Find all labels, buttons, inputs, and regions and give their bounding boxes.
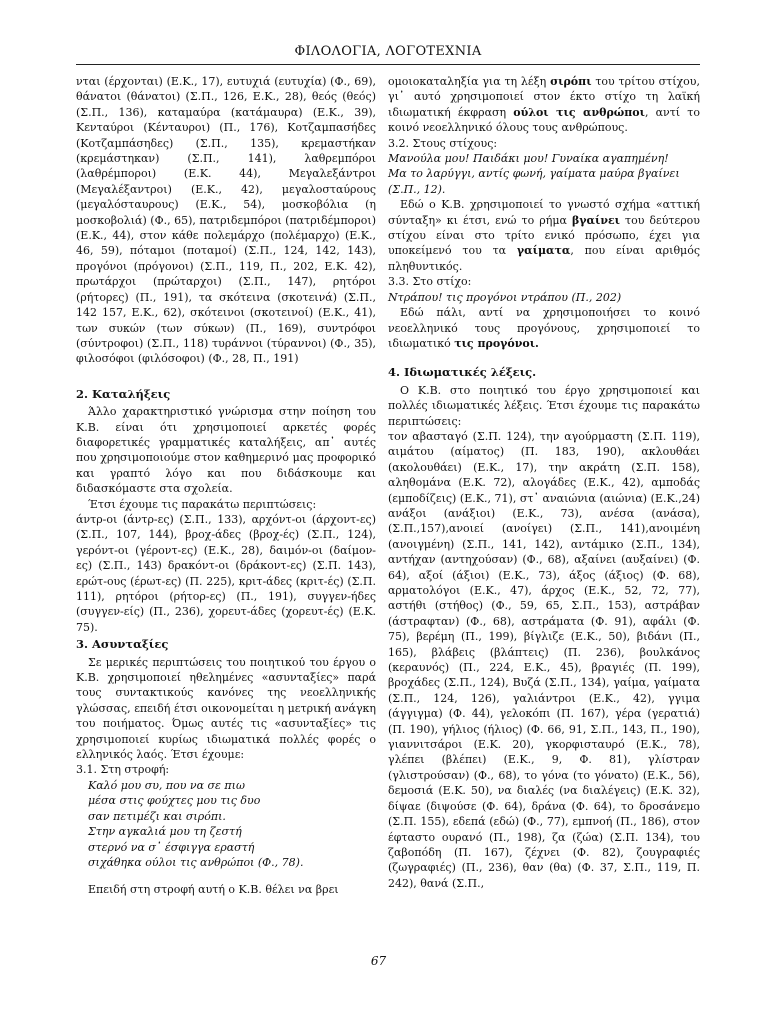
paragraph: Έτσι έχουμε τις παρακάτω περιπτώσεις: <box>88 497 317 511</box>
poem-line: μέσα στις φούχτες μου τις δυο <box>88 794 261 808</box>
paragraph: Σε μερικές περιπτώσεις του ποιητικού του έργου ο Κ.Β. χρησιμοποιεί ηθελημένες «ασυνταξίες» παρά τους συντακτικούς κανόνες της νεοελληνικής γλώσσας, επειδή έτσι οικονομείται η μετρική ανάγκη του ποιήματος. Όμως αυτές τις «ασυνταξίες» τις χρησιμοποιεί κυρίως ιδιωματικά πολλές φορές ο ελληνικός λαός. Έτσι έχουμε: <box>76 655 376 762</box>
paragraph: τον αβασταγό (Σ.Π. 124), την αγούρμαστη (Σ.Π. 119), αιμάτου (αίματος) (Π. 183, 190), ακλουθάει (ακολουθάει) (Ε.Κ., 17), την ακράτη (Σ.Π. 158), αληθομάνα (Ε.Κ. 72), αλογάδες (Ε.Κ., 42), αμποδάς (εμποδίζεις) (Ε.Κ., 71), στ᾽ αναιώνια (αιώνια) (Ε.Κ.,24) ανάξοι (ανάξιοι) (Ε.Κ., 73), ανέσα (ανάσα),(Σ.Π.,157),ανοιεί (ανοίγει) (Σ.Π., 141),ανοιμένη (ανοιγμένη) (Σ.Π., 141, 142), αντάμικο (Σ.Π., 134), αντήχαν (αντηχούσαν) (Φ., 68), αξαίνει (αυξαίνει) (Φ. 64), αξοί (άξιοι) (Ε.Κ., 73), άξος (άξιος) (Φ. 68), αρματολόγοι (Ε.Κ., 47), άρχος (Ε.Κ., 52, 72, 77), αστήθι (στήθος) (Φ., 59, 65, Σ.Π., 153), αστράβαν (άστραφταν) (Φ., 68), αστράματα (Φ. 91), αφάλι (Φ. 75), βερέμη (Π., 199), βίγλιζε (Ε.Κ., 50), βιδάνι (Π., 165), βλάβεις (βλάπτεις) (Π. 236), βουλκάνος (κεραυνός) (Π., 224, Ε.Κ., 45), βραγιές (Π. 199), βροχάδες (Σ.Π., 124), Βυζά (Σ.Π., 134), γαίμα, γαίματα (Σ.Π., 124, 126), γαλιάντροι (Ε.Κ., 42), γγιμα (άγγιγμα) (Φ. 44), γελοκόπι (Π. 167), γέρα (γερατιά) (Π. 190), γήλιος (ήλιος) (Φ. 66, 91, Σ.Π., 143, Π., 190), γιαννιτσάροι (Ε.Κ. 20), γκορφισταυρό (Ε.Κ., 78), γλέπει (βλέπει) (Ε.Κ., 9, Φ. 81), γλίστραν (γλιστρούσαν) (Φ., 68), το γόνα (το γόνατο) (Ε.Κ., 56), δεμοσιά (Ε.Κ. 50), να διαλές (να διαλέγεις) (Ε.Κ. 32), δίψαε (διψούσε (Φ. 64), δράνα (Φ. 64), το δροσάνεμο (Σ.Π. 155), εδεπά (εδώ) (Φ., 77), εμπνοή (Π., 186), στον έφταστο ουρανό (Π., 198), ζα (ζώα) (Σ.Π. 134), του ζαβοπόδη (Π. 167), ζέχνει (Φ. 82), ζουγραφιές (ζωγραφιές) (Π., 236), θαν (θα) (Φ. 37, Σ.Π., 119, Π. 242), θανά (Σ.Π., <box>388 429 700 890</box>
paragraph: Ο Κ.Β. στο ποιητικό του έργο χρησιμοποιεί και πολλές ιδιωματικές λέξεις. Έτσι έχουμε τις παρακάτω περιπτώσεις: <box>388 383 700 428</box>
section-heading: 2. Καταλήξεις <box>76 386 171 401</box>
subsection-label: 3.2. Στους στίχους: <box>388 136 498 150</box>
page-number: 67 <box>370 954 387 968</box>
poem-stanza <box>76 778 376 870</box>
subsection-label: 3.1. Στη στροφή: <box>76 763 170 777</box>
paragraph: Εδώ ο Κ.Β. χρησιμοποιεί το γνωστό σχήμα «αττική σύνταξη» κι έτσι, ενώ το ρήμα βγαίνει του δεύτερου στίχου είναι στο τρίτο ενικό πρόσωπο, έχει για υποκείμενό του τα γαίματα, που είναι αριθμός πληθυντικός. <box>388 198 700 273</box>
paragraph: Επειδή στη στροφή αυτή ο Κ.Β. θέλει να βρει <box>88 883 339 897</box>
poem-line: σιχάθηκα ούλοι τις ανθρώποι (Φ., 78). <box>88 855 304 869</box>
section-heading: 4. Ιδιωματικές λέξεις. <box>388 365 537 380</box>
verse-line: Μανούλα μου! Παιδάκι μου! Γυναίκα αγαπημένη! <box>388 152 669 166</box>
header-rule <box>76 64 700 65</box>
verse-line: Ντράπου! τις προγόνοι ντράπου (Π., 202) <box>388 290 622 304</box>
poem-line: Καλό μου συ, που να σε πιω <box>88 778 245 792</box>
verse-line: Μα το λαρύγγι, αντίς φωνή, γαίματα μαύρα βγαίνει <box>388 167 680 181</box>
paragraph: άντρ-οι (άντρ-ες) (Σ.Π., 133), αρχόντ-οι (άρχοντ-ες) (Σ.Π., 107, 144), βροχ-άδες (βροχ-ές) (Σ.Π., 124), γερόντ-οι (γέροντ-ες) (Ε.Κ., 28), δαιμόν-οι (δαίμον-ες) (Σ.Π., 143) δρακόντ-οι (δράκοντ-ες) (Σ.Π. 143), ερώτ-ους (έρωτ-ες) (Π. 225), κριτ-άδες (κριτ-ές) (Σ.Π. 111), ρητόροι (ρήτορ-ες) (Π., 191), συγγεν-ήδες (συγγεν-είς) (Π., 236), χορευτ-άδες (χορευτ-ές) (Ε.Κ. 75). <box>76 512 376 634</box>
running-header: ΦΙΛΟΛΟΓΙΑ, ΛΟΓΟΤΕΧΝΙΑ <box>294 44 482 59</box>
emphasis: σιρόπι <box>550 75 592 88</box>
verse-line: (Σ.Π., 12). <box>388 182 446 196</box>
emphasis: βγαίνει <box>571 213 620 227</box>
right-column <box>388 74 700 891</box>
left-column <box>76 74 376 898</box>
paragraph: νται (έρχονται) (Ε.Κ., 17), ευτυχιά (ευτυχία) (Φ., 69), θάνατοι (θάνατοι) (Σ.Π., 126, Ε.Κ., 28), θεός (θεός) (Σ.Π., 136), καταμαύρα (κατάμαυρα) (Ε.Κ., 39), Κενταύροι (Κένταυροι) (Π., 176), Κοτζαμπασήδες (Κοτζαμπάσηδες) (Σ.Π., 135), κρεμαστήκαν (κρεμάστηκαν) (Σ.Π., 141), λαθρεμπόροι (λαθρέμποροι) (Ε.Κ. 44), Μεγαλεξάντροι (Μεγαλέξαντροι) (Ε.Κ., 42), μεγαλοσταύρους (μεγαλόσταυρους) (Ε.Κ., 54), μοσκοβόλια (η μοσκοβολιά) (Φ., 65), πατριδεμπόροι (πατριδέμποροι) (Ε.Κ., 44), στον κάθε πολεμάρχο (πολέμαρχο) (Ε.Κ., 46, 59), πόταμοι (ποταμοί) (Σ.Π., 124, 142, 143), προγόνοι (πρόγονοι) (Σ.Π., 119, Π., 202, Ε.Κ. 42), πρωτάρχοι (πρώταρχοι) (Σ.Π., 147), ρητόροι (ρήτορες) (Π., 191), τα σκότεινα (σκοτεινά) (Σ.Π., 142 157, Ε.Κ., 62), σκότεινοι (σκοτεινοί) (Ε.Κ., 41), των συκών (των σύκων) (Π., 169), συντρόφοι (σύντροφοι) (Σ.Π., 118) τυράννοι (τύραννοι) (Φ., 35), φιλοσόφοι (φιλόσοφοι) (Φ., 28, Π., 191) <box>76 75 376 366</box>
emphasis: ούλοι τις ανθρώποι <box>513 105 645 119</box>
emphasis: τις προγόνοι. <box>454 336 539 350</box>
paragraph: ομοιοκαταληξία για τη λέξη σιρόπι του τρίτου στίχου, γι᾽ αυτό χρησιμοποιεί στον έκτο στίχο τη λαϊκή ιδιωματική έκφραση ούλοι τις ανθρώποι, αντί το κοινό νεοελληνικό όλους τους ανθρώπους. <box>388 75 700 135</box>
poem-line: Στην αγκαλιά μου τη ζεστή <box>88 825 242 839</box>
poem-line: σαν πετιμέζι και σιρόπι. <box>88 809 226 823</box>
emphasis: γαίματα <box>516 244 571 258</box>
paragraph: Άλλο χαρακτηριστικό γνώρισμα στην ποίηση του Κ.Β. είναι ότι χρησιμοποιεί αρκετές φορές διαφορετικές γραμματικές καταλήξεις, απ᾽ αυτές που χρησιμοποιούμε στον καθημερινό μας προφορικό και γραπτό λόγο και που διδάσκουμε και διδασκόμαστε στα σχολεία. <box>76 405 376 496</box>
verse-quote <box>388 151 700 197</box>
paragraph: Εδώ πάλι, αντί να χρησιμοποιήσει το κοινό νεοελληνικό τους προγόνους, χρησιμοποιεί το ιδιωματικό τις προγόνοι. <box>388 306 700 350</box>
poem-line: στερνό να σ᾽ έσφιγγα εραστή <box>88 840 255 854</box>
subsection-label: 3.3. Στο στίχο: <box>388 275 472 289</box>
section-heading: 3. Ασυνταξίες <box>76 637 169 652</box>
